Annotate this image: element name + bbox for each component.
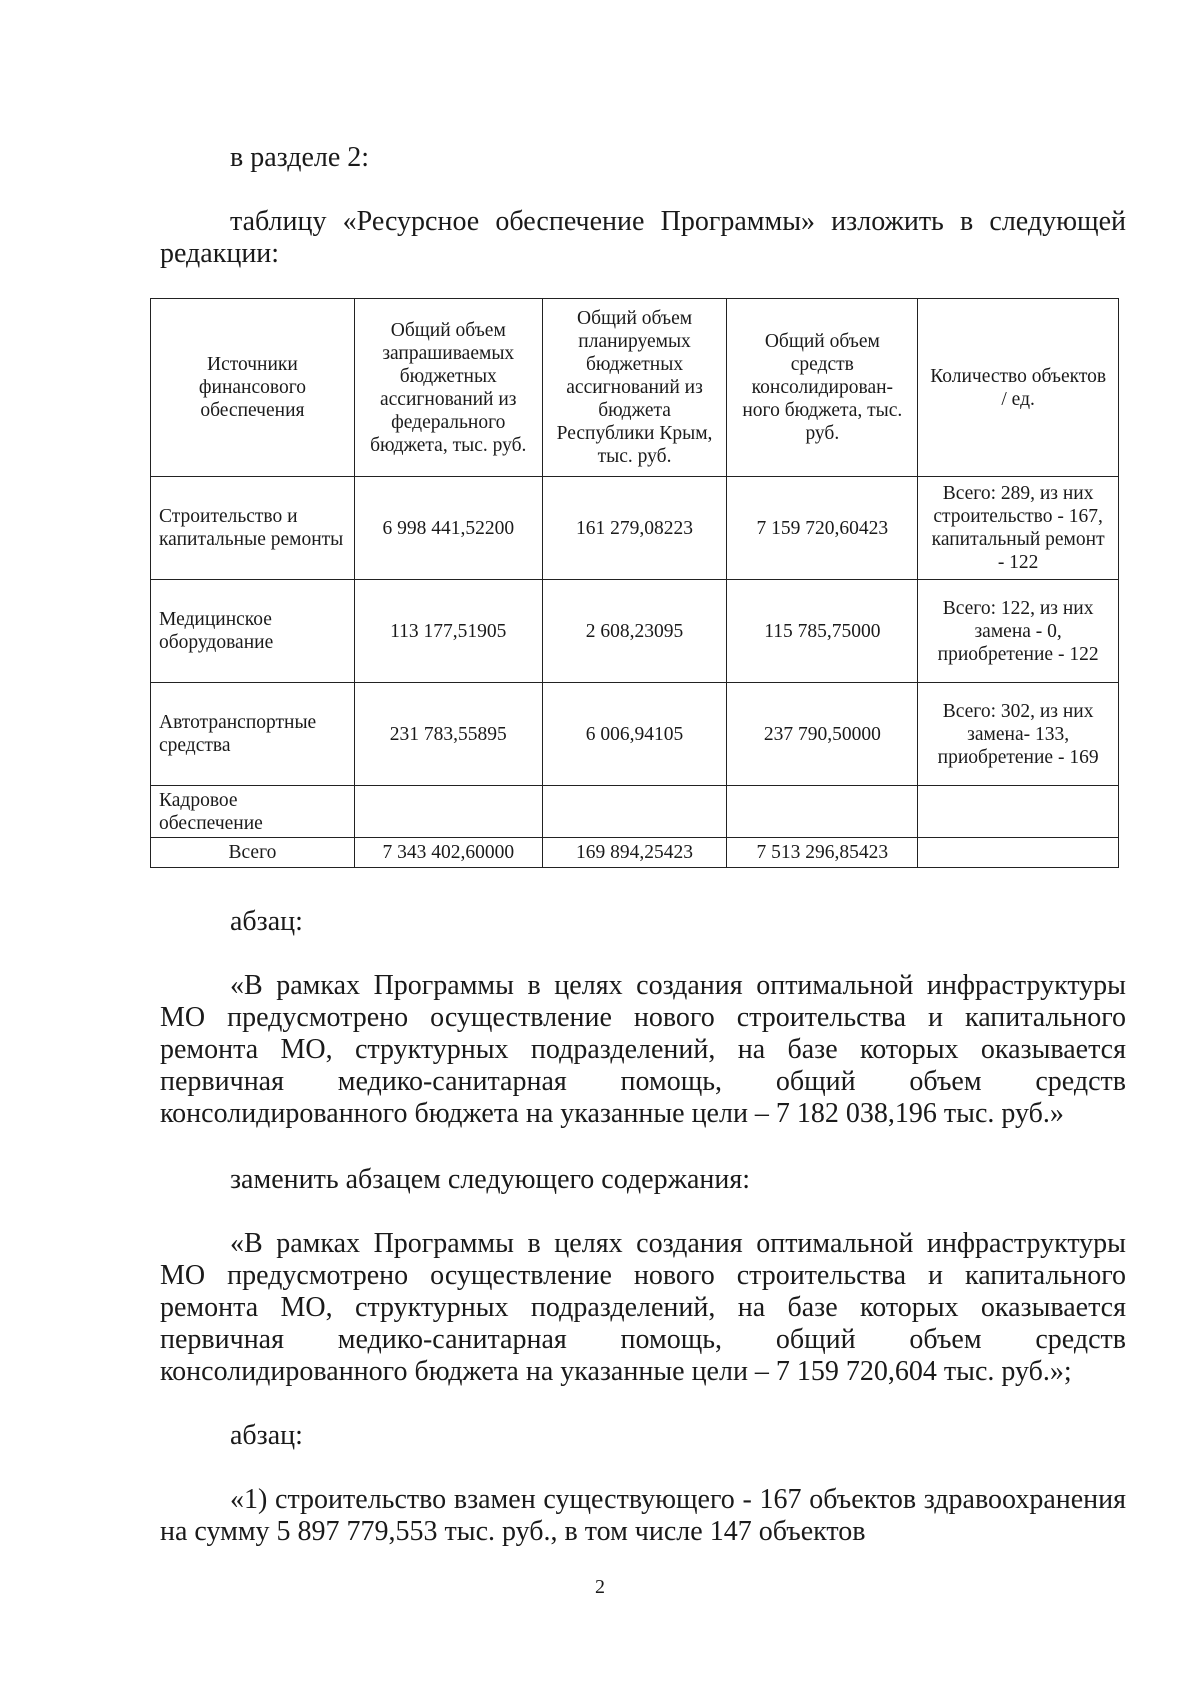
header-crimea: Общий объем планируемых бюджетных ассигнований из бюджета Республики Крым, тыс. руб. [542,299,727,477]
table-intro: таблицу «Ресурсное обеспечение Программы» изложить в следующей редакции: [160,206,1126,269]
paragraph-label: абзац: [230,906,303,937]
row-consolidated [727,786,918,838]
row-crimea: 6 006,94105 [542,683,727,786]
paragraph-label: абзац: [230,1420,303,1451]
row-source: Медицинское оборудование [151,580,355,683]
total-federal: 7 343 402,60000 [354,838,542,868]
row-federal: 231 783,55895 [354,683,542,786]
resource-table-wrapper [150,298,1119,868]
row-source: Кадровое обеспечение [151,786,355,838]
table-row [151,683,1119,786]
header-federal: Общий объем запрашиваемых бюджетных ассигнований из федерального бюджета, тыс. руб. [354,299,542,477]
row-count: Всего: 289, из них строительство - 167, капитальный ремонт - 122 [918,477,1119,580]
total-count [918,838,1119,868]
header-consolidated: Общий объем средств консолидирован-ного бюджета, тыс. руб. [727,299,918,477]
row-crimea [542,786,727,838]
item-paragraph: «1) строительство взамен существующего - 167 объектов здравоохранения на сумму 5 897 779,553 тыс. руб., в том числе 147 объектов [160,1484,1126,1547]
header-count: Количество объектов / ед. [918,299,1119,477]
section-intro: в разделе 2: [230,142,370,173]
row-crimea: 2 608,23095 [542,580,727,683]
table-row [151,580,1119,683]
resource-table [150,298,1119,868]
total-consolidated: 7 513 296,85423 [727,838,918,868]
page-number: 2 [595,1576,605,1598]
new-paragraph: «В рамках Программы в целях создания оптимальной инфраструктуры МО предусмотрено осуществление нового строительства и капитального ремонта МО, структурных подразделений, на базе которых оказывается первичная медико-санитарная помощь, общий объем средств консолидированного бюджета на указанные цели – 7 159 720,604 тыс. руб.»; [160,1228,1126,1387]
total-crimea: 169 894,25423 [542,838,727,868]
header-sources: Источники финансового обеспечения [151,299,355,477]
row-count: Всего: 122, из них замена - 0, приобретение - 122 [918,580,1119,683]
row-federal: 6 998 441,52200 [354,477,542,580]
table-total-row [151,838,1119,868]
row-source: Строительство и капитальные ремонты [151,477,355,580]
row-consolidated: 7 159 720,60423 [727,477,918,580]
old-paragraph: «В рамках Программы в целях создания оптимальной инфраструктуры МО предусмотрено осуществление нового строительства и капитального ремонта МО, структурных подразделений, на базе которых оказывается первичная медико-санитарная помощь, общий объем средств консолидированного бюджета на указанные цели – 7 182 038,196 тыс. руб.» [160,970,1126,1129]
table-row [151,786,1119,838]
row-federal [354,786,542,838]
row-count [918,786,1119,838]
row-federal: 113 177,51905 [354,580,542,683]
row-count: Всего: 302, из них замена- 133, приобретение - 169 [918,683,1119,786]
row-consolidated: 237 790,50000 [727,683,918,786]
table-header-row [151,299,1119,477]
row-crimea: 161 279,08223 [542,477,727,580]
row-source: Автотранспортные средства [151,683,355,786]
replace-instruction: заменить абзацем следующего содержания: [230,1164,750,1195]
total-label: Всего [151,838,355,868]
table-row [151,477,1119,580]
row-consolidated: 115 785,75000 [727,580,918,683]
